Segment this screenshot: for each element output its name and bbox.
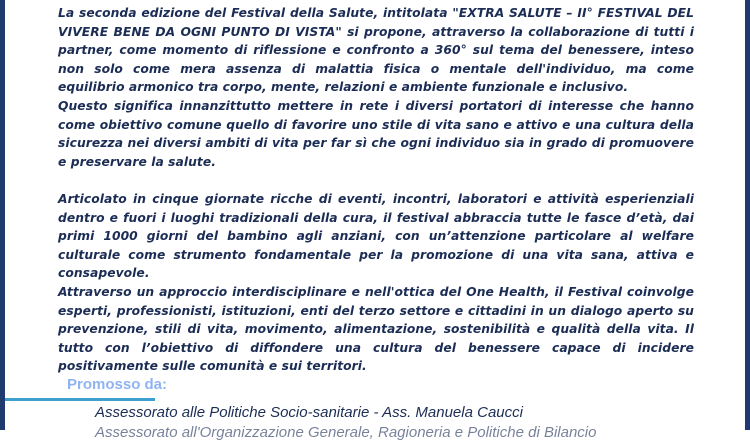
right-frame-border [745,0,750,430]
paragraph-network: Questo significa innanzittutto mettere in rete i diversi portatori di interesse che hanno come obiettivo comune quello di favorire uno stile di vita sano e attivo e una cultura della sicurezza nei diversi ambiti di vita per far sì che ogni individuo sia in grado di promuovere e preservare la salute. [58,98,694,169]
left-frame-border [0,0,5,430]
promoter-item: Assessorato alle Politiche Socio-sanitarie - Ass. Manuela Caucci [95,404,523,421]
promoter-item: Assessorato all'Organizzazione Generale, Ragioneria e Politiche di Bilancio [95,424,597,441]
paragraph-program: Articolato in cinque giornate ricche di eventi, incontri, laboratori e attività esperienziali dentro e fuori i luoghi tradizionali della cura, il festival abbraccia tutte le fasce d’età, dai primi 1000 giorni del bambino agli anziani, con un’attenzione particolare al welfare culturale come strumento fondamentale per la promozione di una vita sana, attiva e consapevole. [58,191,694,281]
festival-description [58,4,694,376]
paragraph-intro: La seconda edizione del Festival della Salute, intitolata "EXTRA SALUTE – II° FESTIVAL DEL VIVERE BENE DA OGNI PUNTO DI VISTA" si propone, attraverso la collaborazione di tutti i partner, come momento di riflessione e confronto a 360° sul tema del benessere, inteso non solo come mera assenza di malattia fisica o mentale dell'individuo, ma come equilibrio armonico tra corpo, mente, relazioni e ambiente funzionale e inclusivo. [58,6,694,95]
paragraph-one-health: Attraverso un approccio interdisciplinare e nell'ottica del One Health, il Festival coinvolge esperti, professionisti, istituzioni, enti del terzo settore e cittadini in un dialogo aperto su prevenzione, stili di vita, movimento, alimentazione, sostenibilità e qualità della vita. Il tutto con l’obiettivo di diffondere una cultura del benessere capace di incidere positivamente sulle comunità e sui territori. [58,284,694,374]
paragraph-spacer [58,171,694,190]
promoted-by-divider [5,398,155,401]
promoted-by-heading: Promosso da: [67,376,168,393]
